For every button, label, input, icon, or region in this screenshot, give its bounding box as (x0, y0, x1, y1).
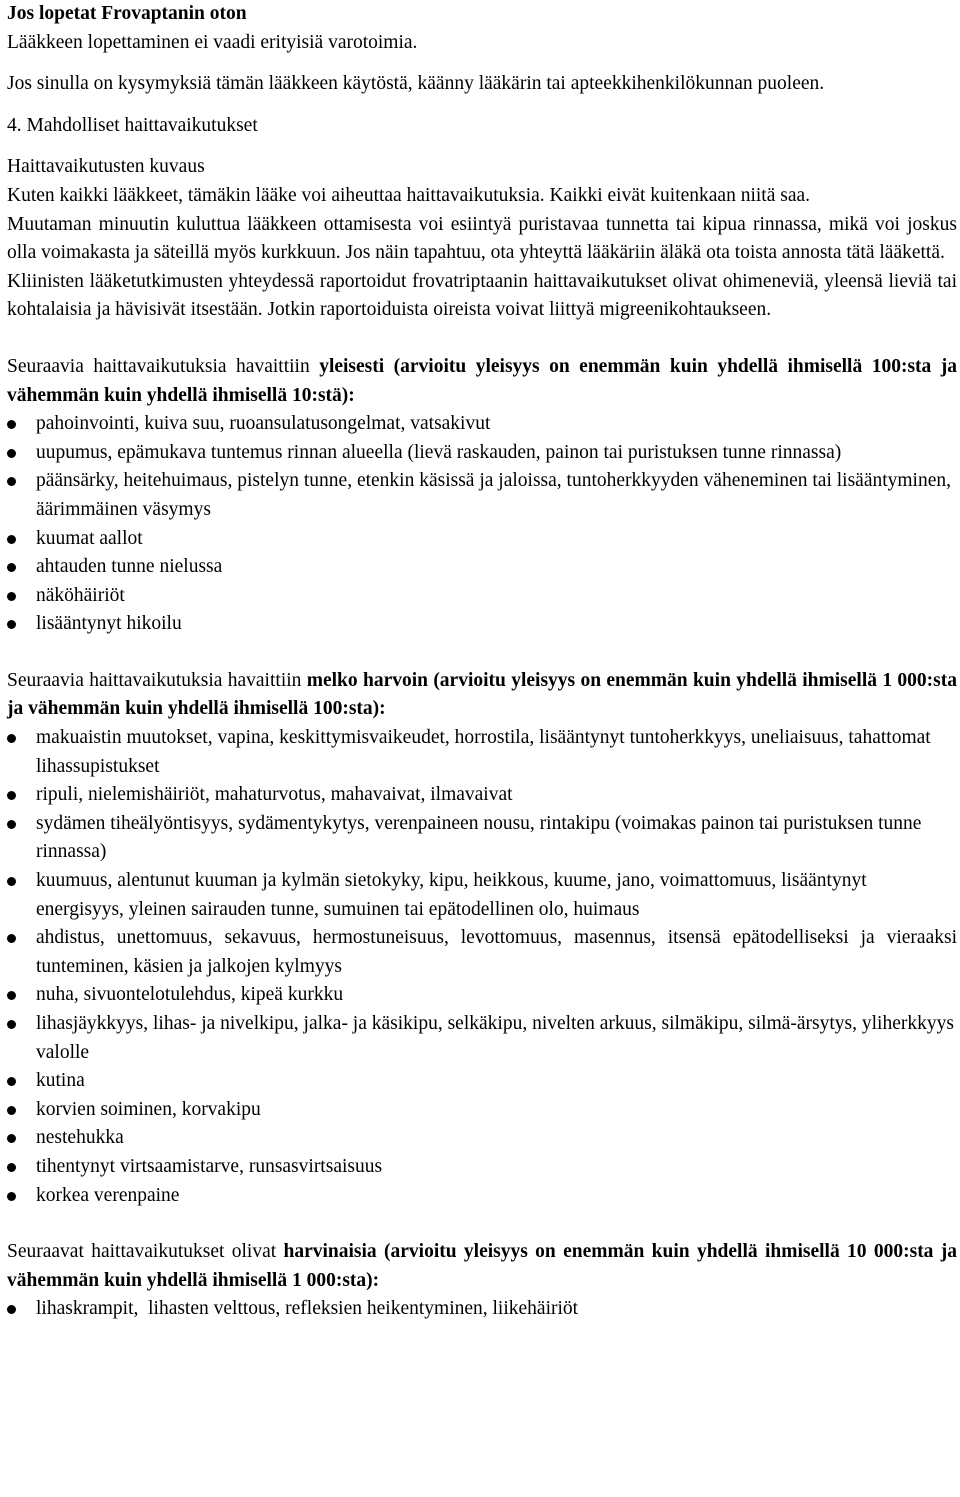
list-item: lihasjäykkyys, lihas- ja nivelkipu, jalka- ja käsikipu, selkäkipu, nivelten arkuus, silmäkipu, silmä-ärsytys, yliherkkyys valolle (7, 1010, 957, 1067)
bullet-icon (7, 1134, 16, 1143)
list-item: korvien soiminen, korvakipu (7, 1096, 957, 1125)
list-item: makuaistin muutokset, vapina, keskittymisvaikeudet, horrostila, lisääntynyt tuntoherkkyys, uneliaisuus, tahattomat lihassupistukset (7, 724, 957, 781)
list-item: nuha, sivuontelotulehdus, kipeä kurkku (7, 981, 957, 1010)
bullet-icon (7, 820, 16, 829)
list-uncommon (7, 724, 957, 1210)
bullet-icon (7, 1106, 16, 1115)
section-heading-side-effects: 4. Mahdolliset haittavaikutukset (7, 114, 258, 136)
list-item: nestehukka (7, 1124, 957, 1153)
list-item: korkea verenpaine (7, 1182, 957, 1211)
frequency-heading-common (7, 353, 957, 410)
bullet-icon (7, 1305, 16, 1314)
list-item: kuumuus, alentunut kuuman ja kylmän sietokyky, kipu, heikkous, kuume, jano, voimattomuus, lisääntynyt energisyys, yleinen sairauden tunne, sumuinen tai epätodellinen olo, huimaus (7, 867, 957, 924)
paragraph-clinical: Kliinisten lääketutkimusten yhteydessä raportoidut frovatriptaanin haittavaikutukset olivat ohimeneviä, yleensä lieviä tai kohtalaisia ja hävisivät itsestään. Jotkin raportoiduista oireista voivat liittyä migreenikohtaukseen. (7, 270, 957, 321)
section-heading-stopping: Jos lopetat Frovaptanin oton (7, 3, 247, 24)
paragraph-chest-pain: Muutaman minuutin kuluttua lääkkeen ottamisesta voi esiintyä puristavaa tunnetta tai kipua rinnassa, mikä voi joskus olla voimakasta ja säteillä myös kurkkuun. Jos näin tapahtuu, ota yhteyttä lääkäriin äläkä ota toista annosta tätä lääkettä. (7, 213, 957, 264)
bullet-icon (7, 877, 16, 886)
list-item: ahtauden tunne nielussa (7, 553, 957, 582)
list-item: kutina (7, 1067, 957, 1096)
list-item: ahdistus, unettomuus, sekavuus, hermostuneisuus, levottomuus, masennus, itsensä epätodelliseksi ja vieraaksi tunteminen, käsien ja jalkojen kylmyys (7, 924, 957, 981)
bullet-icon (7, 734, 16, 743)
frequency-label: harvinaisia (arvioitu yleisyys on enemmän kuin yhdellä ihmisellä 10 000:sta ja vähemmän kuin yhdellä ihmisellä 1 000:sta): (7, 1241, 958, 1291)
bullet-icon (7, 449, 16, 458)
bullet-icon (7, 620, 16, 629)
list-item: näköhäiriöt (7, 582, 957, 611)
bullet-icon (7, 535, 16, 544)
bullet-icon (7, 1077, 16, 1086)
bullet-icon (7, 420, 16, 429)
subheading-description: Haittavaikutusten kuvaus (7, 156, 205, 178)
list-item: lisääntynyt hikoilu (7, 610, 957, 639)
list-item: pahoinvointi, kuiva suu, ruoansulatusongelmat, vatsakivut (7, 410, 957, 439)
bullet-icon (7, 563, 16, 572)
frequency-label: yleisesti (arvioitu yleisyys on enemmän kuin yhdellä ihmisellä 100:sta ja vähemmän kuin yhdellä ihmisellä 10:stä): (7, 355, 958, 406)
list-item: uupumus, epämukava tuntemus rinnan alueella (lievä raskauden, painon tai puristuksen tunne rinnassa) (7, 439, 957, 468)
bullet-icon (7, 791, 16, 800)
bullet-icon (7, 1163, 16, 1172)
bullet-icon (7, 934, 16, 943)
frequency-intro: Seuraavia haittavaikutuksia havaittiin (7, 669, 307, 691)
frequency-heading-rare (7, 1238, 957, 1295)
paragraph-questions: Jos sinulla on kysymyksiä tämän lääkkeen käytöstä, käänny lääkärin tai apteekkihenkilökunnan puoleen. (7, 73, 825, 95)
list-item: ripuli, nielemishäiriöt, mahaturvotus, mahavaivat, ilmavaivat (7, 781, 957, 810)
list-rare (7, 1295, 957, 1324)
frequency-heading-uncommon (7, 667, 957, 724)
frequency-intro: Seuraavat haittavaikutukset olivat (7, 1241, 284, 1263)
list-common (7, 410, 957, 639)
bullet-icon (7, 1020, 16, 1029)
list-item: lihaskrampit, lihasten velttous, refleksien heikentyminen, liikehäiriöt (7, 1295, 957, 1324)
list-item: tihentynyt virtsaamistarve, runsasvirtsaisuus (7, 1153, 957, 1182)
bullet-icon (7, 991, 16, 1000)
paragraph-stopping: Lääkkeen lopettaminen ei vaadi erityisiä varotoimia. (7, 31, 418, 53)
list-item: päänsärky, heitehuimaus, pistelyn tunne, etenkin käsissä ja jaloissa, tuntoherkkyyden väheneminen tai lisääntyminen, äärimmäinen väsymys (7, 467, 957, 524)
frequency-label: melko harvoin (arvioitu yleisyys on enemmän kuin yhdellä ihmisellä 1 000:sta ja vähemmän kuin yhdellä ihmisellä 100:sta): (7, 669, 957, 720)
paragraph-intro: Kuten kaikki lääkkeet, tämäkin lääke voi aiheuttaa haittavaikutuksia. Kaikki eivät kuitenkaan niitä saa. (7, 184, 811, 206)
list-item: kuumat aallot (7, 525, 957, 554)
frequency-intro: Seuraavia haittavaikutuksia havaittiin (7, 355, 320, 377)
bullet-icon (7, 477, 16, 486)
bullet-icon (7, 1192, 16, 1201)
bullet-icon (7, 592, 16, 601)
list-item: sydämen tiheälyöntisyys, sydämentykytys, verenpaineen nousu, rintakipu (voimakas painon tai puristuksen tunne rinnassa) (7, 810, 957, 867)
